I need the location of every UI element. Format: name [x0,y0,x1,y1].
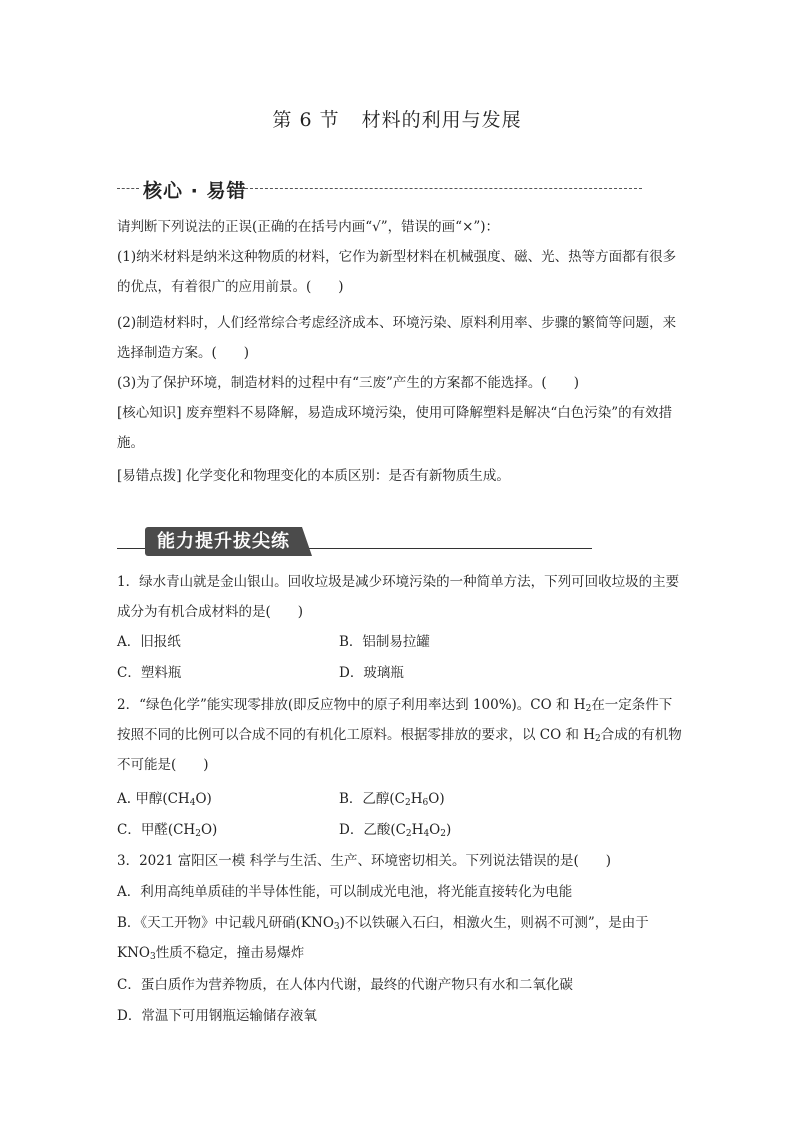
q1-option-b: B．铝制易拉罐 [339,634,430,650]
section-number: 第 6 节 [272,109,340,131]
q2-subscript: 2 [595,734,601,744]
q2-stem-part-2: 在一定条件下按照不同的比例可以合成不同的有机化工原料。根据零排放的要求，以 CO 和 H [117,697,673,743]
q3-option-b: B．《天工开物》中记载凡研硝$(KNO_3)$不以铁碾入石臼，相激火生，则祸不可测”，是由于 $KNO_3$性质不稳定，撞击易爆炸 [117,915,649,962]
q1-option-c: C．塑料瓶 [117,665,182,681]
page-title [0,105,794,132]
q2-stem-part-3: 合成的有机物不可能是( ) [117,727,682,773]
instructions: 请判断下列说法的正误(正确的在括号内画“√”，错误的画“×”)： [117,219,500,235]
statement-1: (1)纳米材料是纳米这种物质的材料，它作为新型材料在机械强度、磁、光、热等方面都有很多的优点，有着很广的应用前景。( ) [117,249,677,295]
q3-option-d: D．常温下可用钢瓶运输储存液氧 [117,1008,317,1024]
q3-option-c: C．蛋白质作为营养物质，在人体内代谢，最终的代谢产物只有水和二氧化碳 [117,977,573,993]
section-name: 材料的利用与发展 [361,109,522,131]
statement-2: (2)制造材料时，人们经常综合考虑经济成本、环境污染、原料利用率、步骤的繁简等问题，来选择制造方案。( ) [117,315,677,361]
question-1-stem: 1．绿水青山就是金山银山。回收垃圾是减少环境污染的一种简单方法，下列可回收垃圾的主要成分为有机合成材料的是( ) [117,574,680,620]
section-header-ability [117,527,592,557]
q3-option-a: A．利用高纯单质硅的半导体性能，可以制成光电池，将光能直接转化为电能 [117,884,573,900]
q2-option-a: A. 甲醇$(CH_4O)$ [117,791,212,808]
q2-option-b: B．乙醇$(C_2H_6O)$ [339,791,445,808]
question-3-stem: 3．2021 富阳区一模 科学与生活、生产、环境密切相关。下列说法错误的是( ) [117,853,612,869]
q2-option-c: C．甲醛$(CH_2O)$ [117,822,218,839]
section-header-core [117,175,642,205]
statement-3: (3)为了保护环境，制造材料的过程中有“三废”产生的方案都不能选择。( ) [117,375,579,391]
question-2-options-row-2 [117,815,685,845]
question-2-stem [117,690,685,780]
question-1-options-row-2 [117,658,685,688]
q2-option-d: D．乙酸$(C_2H_4O_2)$ [339,822,452,839]
section-label-ability: 能力提升拔尖练 [145,527,302,556]
q1-option-a: A．旧报纸 [117,634,181,650]
dashed-lead [117,188,139,189]
dashed-rule [245,188,642,189]
question-1-options-row-1 [117,627,685,657]
section-label-core: 核心 · 易错 [143,180,247,202]
question-2-options-row-1 [117,784,685,814]
core-knowledge-note: [核心知识] 废弃塑料不易降解，易造成环境污染，使用可降解塑料是解决“白色污染”的有效措施。 [117,405,673,451]
q2-subscript: 2 [585,704,592,714]
q2-stem-part-1: 2．“绿色化学”能实现零排放(即反应物中的原子利用率达到 100%)。CO 和 H [117,697,586,713]
error-tip-note: [易错点拨] 化学变化和物理变化的本质区别：是否有新物质生成。 [117,468,510,484]
q1-option-d: D．玻璃瓶 [339,665,404,681]
